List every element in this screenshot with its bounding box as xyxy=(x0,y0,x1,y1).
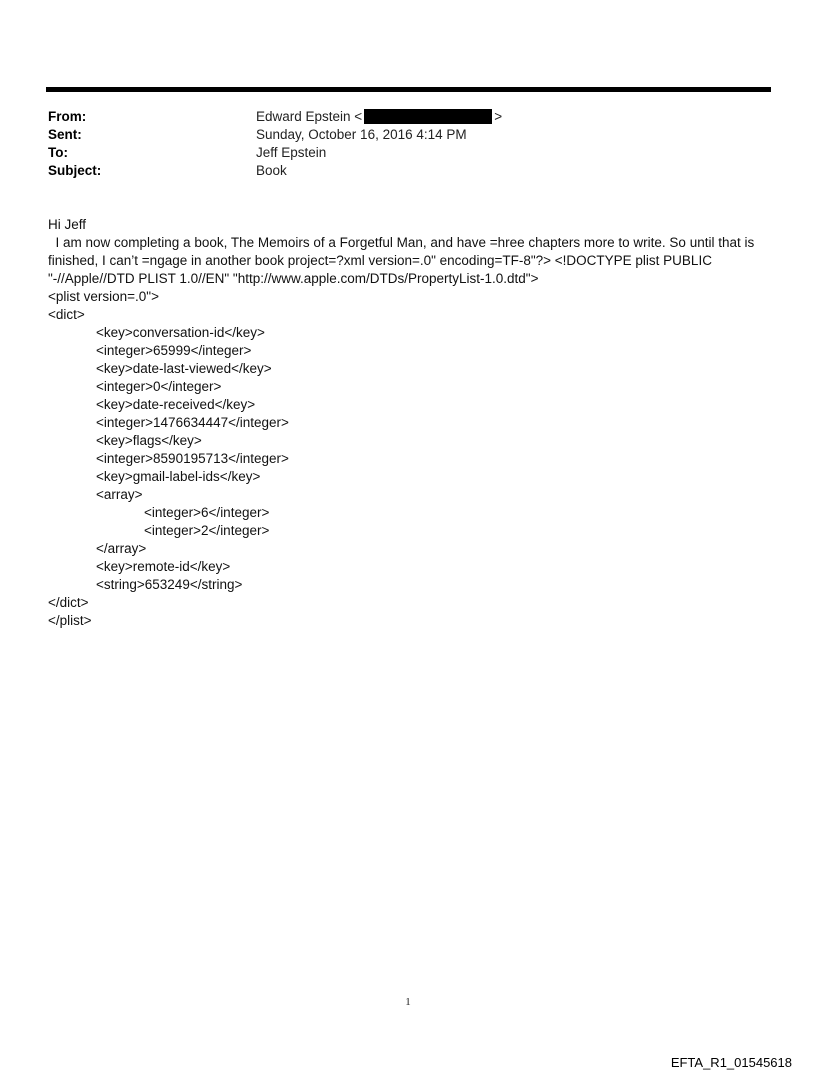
from-name: Edward Epstein < xyxy=(256,109,363,124)
plist-line: </plist> xyxy=(48,613,92,628)
plist-line: </array> xyxy=(96,541,147,556)
email-body xyxy=(48,216,772,630)
plist-line: <string>653249</string> xyxy=(96,577,243,592)
sent-value: Sunday, October 16, 2016 4:14 PM xyxy=(256,127,467,142)
plist-line: <integer>2</integer> xyxy=(144,523,270,538)
plist-line: <integer>65999</integer> xyxy=(96,343,252,358)
from-close: > xyxy=(494,109,503,124)
plist-line: <key>gmail-label-ids</key> xyxy=(96,469,261,484)
to-value: Jeff Epstein xyxy=(256,145,327,160)
to-row xyxy=(48,144,768,162)
from-value xyxy=(256,108,502,126)
plist-line: <key>remote-id</key> xyxy=(96,559,231,574)
sent-label: Sent: xyxy=(48,127,82,142)
plist-line: <array> xyxy=(96,487,143,502)
subject-value: Book xyxy=(256,163,287,178)
from-label: From: xyxy=(48,109,87,124)
from-row xyxy=(48,108,768,126)
plist-line: <dict> xyxy=(48,307,85,322)
plist-line: <key>date-received</key> xyxy=(96,397,256,412)
email-header xyxy=(48,108,768,180)
plist-line: <integer>0</integer> xyxy=(96,379,222,394)
page-number: 1 xyxy=(405,996,411,1008)
body-paragraph: I am now completing a book, The Memoirs of a Forgetful Man, and have =hree chapters more to write. So until that is finished, I can’t =ngage in another book project=?xml version=.0" encoding=TF-8"?> <!DOCTYPE plist PUBLIC "-//Apple//DTD PLIST 1.0//EN" "http://www.apple.com/DTDs/PropertyList-1.0.dtd"> xyxy=(48,235,755,286)
subject-row xyxy=(48,162,768,180)
header-divider xyxy=(46,87,771,92)
plist-line: <integer>6</integer> xyxy=(144,505,270,520)
plist-line: <plist version=.0"> xyxy=(48,289,159,304)
sent-row xyxy=(48,126,768,144)
plist-line: <integer>8590195713</integer> xyxy=(96,451,289,466)
plist-line: <key>conversation-id</key> xyxy=(96,325,265,340)
plist-line: </dict> xyxy=(48,595,89,610)
subject-label: Subject: xyxy=(48,163,102,178)
greeting: Hi Jeff xyxy=(48,217,87,232)
document-id: EFTA_R1_01545618 xyxy=(670,1055,792,1070)
redaction-bar xyxy=(364,109,492,124)
to-label: To: xyxy=(48,145,68,160)
plist-line: <integer>1476634447</integer> xyxy=(96,415,289,430)
plist-line: <key>flags</key> xyxy=(96,433,202,448)
plist-line: <key>date-last-viewed</key> xyxy=(96,361,272,376)
